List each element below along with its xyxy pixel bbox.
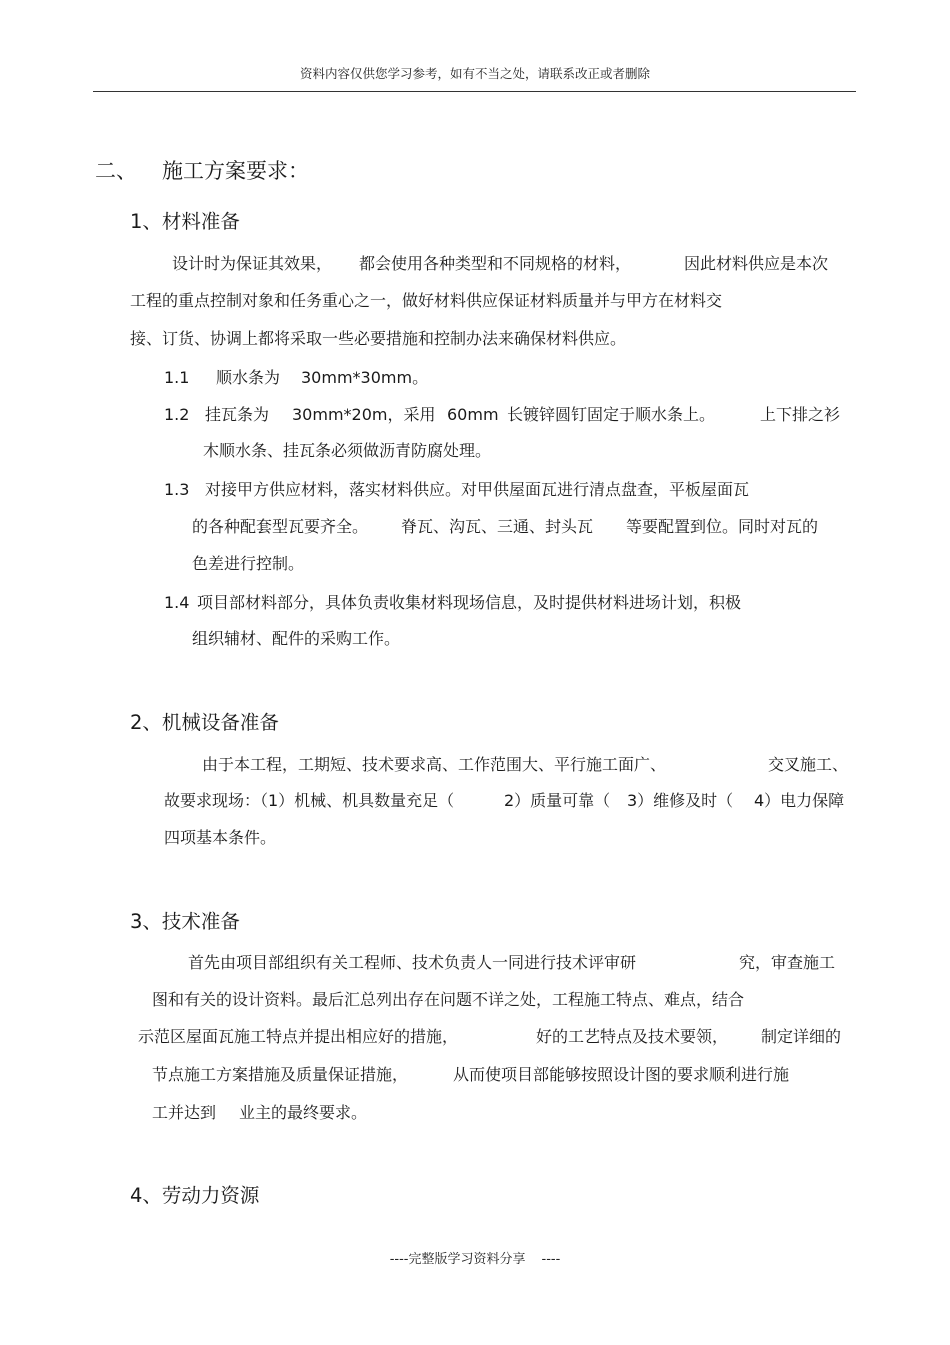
item-1-1-text: 顺水条为 — [216, 368, 281, 387]
section-title: 施工方案要求： — [162, 159, 309, 183]
footer-right-dash: ---- — [541, 1252, 561, 1267]
para-technical-c: 图和有关的设计资料。最后汇总列出存在问题不详之处，工程施工特点、难点，结合 — [152, 990, 745, 1009]
item-1-2-c: 60mm — [447, 405, 499, 424]
item-1-2-number: 1.2 — [164, 405, 190, 424]
para-machinery-g: 四项基本条件。 — [164, 828, 277, 847]
footer-left-dash: ---- — [389, 1252, 409, 1267]
item-1-3-e: 色差进行控制。 — [192, 554, 305, 573]
item-1-3-a: 对接甲方供应材料，落实材料供应。对甲供屋面瓦进行清点盘查，平板屋面瓦 — [205, 480, 750, 499]
subsection-title-materials: 1、材料准备 — [130, 210, 240, 233]
item-1-2-b: 30mm*20m，采用 — [292, 405, 436, 424]
para-technical-a: 首先由项目部组织有关工程师、技术负责人一同进行技术评审研 — [188, 953, 637, 972]
para-technical-e: 好的工艺特点及技术要领， — [536, 1027, 729, 1046]
para-technical-b: 究，审查施工 — [739, 953, 836, 972]
footer — [0, 1253, 950, 1266]
footer-text: 完整版学习资料分享 — [408, 1252, 526, 1267]
item-1-3-b: 的各种配套型瓦要齐全。 — [192, 517, 369, 536]
para-materials-line3: 接、订货、协调上都将采取一些必要措施和控制办法来确保材料供应。 — [130, 329, 627, 348]
section-number: 二、 — [95, 159, 137, 183]
para-materials-line2: 工程的重点控制对象和任务重心之一，做好材料供应保证材料质量并与甲方在材料交 — [130, 291, 723, 310]
item-1-3-number: 1.3 — [164, 480, 190, 499]
item-1-3-c: 脊瓦、沟瓦、三通、封头瓦 — [401, 517, 594, 536]
subsection-title-machinery: 2、机械设备准备 — [130, 711, 279, 734]
header-divider — [93, 91, 856, 92]
para-technical-f: 制定详细的 — [761, 1027, 842, 1046]
para-machinery-c: 故要求现场：（1）机械、机具数量充足（ — [164, 791, 455, 810]
para-machinery-f: 4）电力保障 — [754, 791, 845, 810]
para-technical-i: 工并达到 — [152, 1103, 217, 1122]
para-machinery-a: 由于本工程，工期短、技术要求高、工作范围大、平行施工面广、 — [202, 755, 667, 774]
para-materials-line1b: 都会使用各种类型和不同规格的材料， — [359, 254, 632, 273]
item-1-4-b: 组织辅材、配件的采购工作。 — [192, 629, 401, 648]
item-1-2-d: 长镀锌圆钉固定于顺水条上。 — [507, 405, 716, 424]
para-technical-h: 从而使项目部能够按照设计图的要求顺利进行施 — [453, 1065, 790, 1084]
para-machinery-e: 3）维修及时（ — [627, 791, 734, 810]
para-technical-d: 示范区屋面瓦施工特点并提出相应好的措施， — [138, 1027, 459, 1046]
item-1-1-number: 1.1 — [164, 368, 190, 387]
para-machinery-d: 2）质量可靠（ — [504, 791, 611, 810]
subsection-title-technical: 3、技术准备 — [130, 910, 240, 933]
item-1-2-a: 挂瓦条为 — [205, 405, 270, 424]
subsection-title-labor: 4、劳动力资源 — [130, 1184, 260, 1207]
header-note: 资料内容仅供您学习参考，如有不当之处，请联系改正或者删除 — [299, 66, 650, 81]
item-1-1-value: 30mm*30mm。 — [301, 368, 429, 387]
para-machinery-b: 交叉施工、 — [768, 755, 849, 774]
item-1-3-d: 等要配置到位。同时对瓦的 — [626, 517, 819, 536]
para-technical-j: 业主的最终要求。 — [239, 1103, 368, 1122]
item-1-4-a: 项目部材料部分，具体负责收集材料现场信息，及时提供材料进场计划，积极 — [197, 593, 742, 612]
item-1-2-e: 上下排之衫 — [760, 405, 841, 424]
item-1-4-number: 1.4 — [164, 593, 190, 612]
para-materials-line1a: 设计时为保证其效果， — [172, 254, 333, 273]
para-materials-line1c: 因此材料供应是本次 — [684, 254, 829, 273]
item-1-2-f: 木顺水条、挂瓦条必须做沥青防腐处理。 — [203, 441, 492, 460]
para-technical-g: 节点施工方案措施及质量保证措施， — [152, 1065, 409, 1084]
